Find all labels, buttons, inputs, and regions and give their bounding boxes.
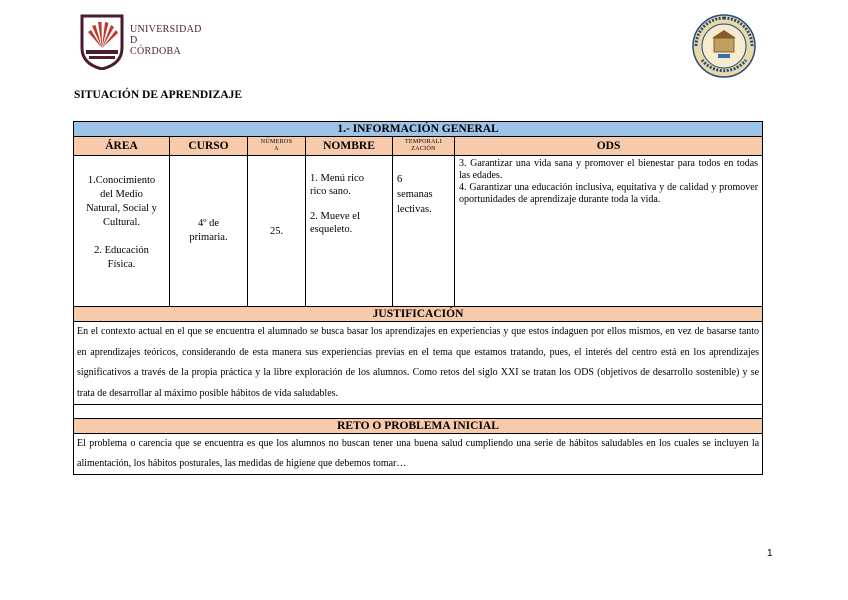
reto-title: RETO O PROBLEMA INICIAL <box>74 419 763 434</box>
page-title: SITUACIÓN DE APRENDIZAJE <box>74 89 243 101</box>
justificacion-text: En el contexto actual en el que se encuentra el alumnado se busca basar los aprendizajes en experiencias y que estos indaguen por ellos mismos, en vez de basarse tanto en aprendizajes teóricos, considerando de esta manera sus experiencias previas en el tema que estamos tratando, pues, el interés del centro está en los aprendizajes significativos a través de la propia práctica y la libre exploración de los alumnos. Como retos del siglo XXI se tratan los ODS (objetivos de desarrollo sostenible) y se trata de desarrollar al máximo posible hábitos de vida saludables. <box>74 322 763 405</box>
justificacion-title: JUSTIFICACIÓN <box>74 307 763 322</box>
nombre-cell: 1. Menú rico rico sano. 2. Mueve el esqueleto. <box>306 156 393 307</box>
page-number: 1 <box>767 548 773 559</box>
header-ods: ODS <box>455 137 763 156</box>
university-shield-icon <box>80 14 124 70</box>
school-seal-icon <box>692 14 756 78</box>
university-logo-text: UNIVERSIDAD D CÓRDOBA <box>130 24 202 57</box>
school-seal <box>692 14 756 78</box>
header-temporalizacion: TEMPORALI ZACIÓN <box>393 137 455 156</box>
header-area: ÁREA <box>74 137 170 156</box>
spacer-row <box>74 405 763 419</box>
ods-cell: 3. Garantizar una vida sana y promover el bienestar para todos en todas las edades. 4. Garantizar una educación inclusiva, equitativa y de calidad y promover oportunidades de aprendizaje durante toda la vida. <box>455 156 763 307</box>
reto-text: El problema o carencia que se encuentra es que los alumnos no buscan tener una buena salud cumpliendo una serie de hábitos saludables en los cuales se incluyen la alimentación, los hábitos posturales, las medidas de higiene que debemos tomar… <box>74 434 763 475</box>
section-general-info-title: 1.- INFORMACIÓN GENERAL <box>74 122 763 137</box>
numeros-cell: 25. <box>248 156 306 307</box>
curso-cell: 4º de primaria. <box>170 156 248 307</box>
temporalizacion-cell: 6 semanas lectivas. <box>393 156 455 307</box>
learning-situation-table <box>73 121 763 475</box>
header-curso: CURSO <box>170 137 248 156</box>
header-nombre: NOMBRE <box>306 137 393 156</box>
header-numeros: NÚMEROS A <box>248 137 306 156</box>
area-cell: 1.Conocimiento del Medio Natural, Social y Cultural. 2. Educación Física. <box>74 156 170 307</box>
university-logo <box>80 14 230 74</box>
